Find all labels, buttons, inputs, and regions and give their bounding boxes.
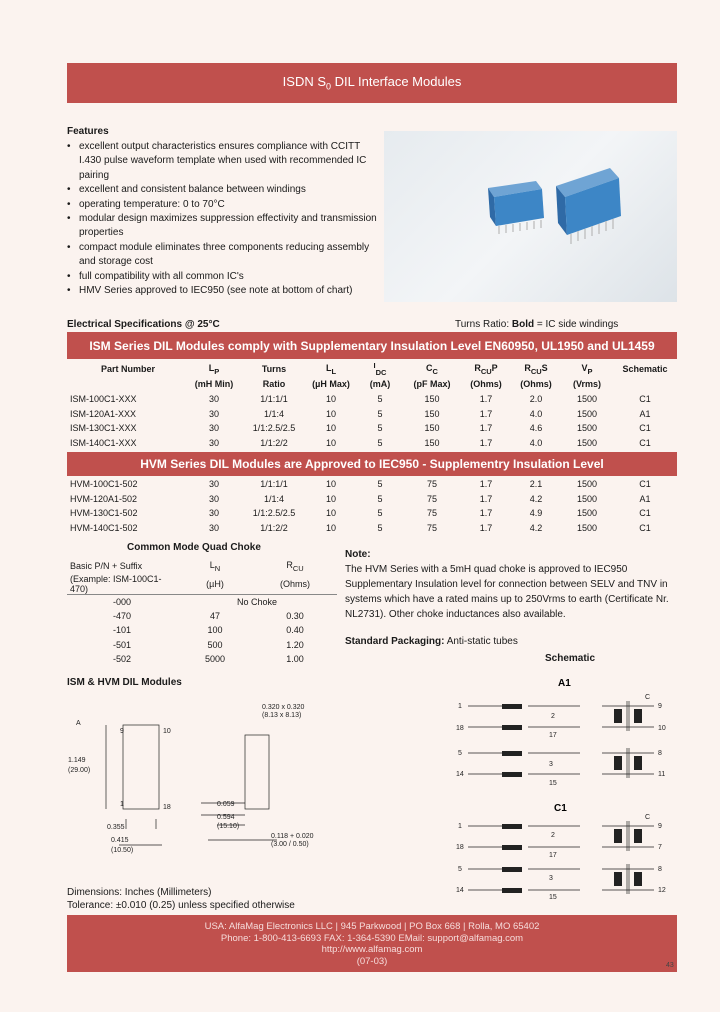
col-header: Schematic <box>622 363 668 374</box>
table-cell: 4.6 <box>529 423 543 434</box>
col-unit: (pF Max) <box>413 379 451 390</box>
table-cell: 100 <box>207 625 223 636</box>
svg-text:C: C <box>645 694 651 701</box>
table-cell: No Choke <box>236 596 278 607</box>
footer-website[interactable]: http://www.alfamag.com <box>321 944 423 955</box>
table-cell: 30 <box>208 394 219 405</box>
table-cell: 4.2 <box>529 493 543 504</box>
table-cell: -470 <box>112 610 131 621</box>
table-row <box>67 492 677 507</box>
table-cell: 1.7 <box>479 493 493 504</box>
col-unit <box>67 377 185 392</box>
features-list <box>67 140 377 298</box>
table-cell: 5 <box>377 437 383 448</box>
choke-units-row <box>67 574 337 595</box>
table-cell: -501 <box>112 639 131 650</box>
table-cell: 10 <box>325 423 336 434</box>
svg-text:9: 9 <box>658 703 662 710</box>
dimensions-line: Dimensions: Inches (Millimeters) <box>67 887 212 898</box>
table-cell: C1 <box>639 394 651 405</box>
table-row <box>67 477 677 492</box>
svg-text:A: A <box>76 720 81 727</box>
col-unit: (mH Min) <box>194 379 234 390</box>
svg-text:0.320 x 0.320: 0.320 x 0.320 <box>262 704 305 711</box>
table-cell: 30 <box>208 479 219 490</box>
col-header: $L_L$ <box>325 362 337 376</box>
table-cell: 5 <box>377 522 383 533</box>
table-cell: 0.40 <box>286 625 304 636</box>
table-cell: 10 <box>325 437 336 448</box>
table-cell: 4.9 <box>529 508 543 519</box>
svg-text:(3.00 / 0.50): (3.00 / 0.50) <box>271 841 309 848</box>
table-row <box>67 506 677 521</box>
schematic-c1-label: C1 <box>554 803 567 814</box>
left-module-image <box>488 181 544 234</box>
table-cell: -502 <box>112 654 131 665</box>
svg-text:14: 14 <box>456 887 464 894</box>
table-cell: 1500 <box>576 394 598 405</box>
table-cell: 1/1:4 <box>263 408 285 419</box>
table-cell: 0.30 <box>286 610 304 621</box>
table-cell: 5 <box>377 479 383 490</box>
svg-text:(10.50): (10.50) <box>111 847 134 854</box>
choke-col-unit: (µH) <box>177 574 253 595</box>
svg-text:1: 1 <box>458 703 462 710</box>
feature-item: • compact module eliminates three components reducing assembly and storage cost <box>67 241 377 270</box>
table-cell: 30 <box>208 508 219 519</box>
table-cell: 1500 <box>576 522 598 533</box>
module-dimension-drawing <box>67 695 337 885</box>
feature-item: • operating temperature: 0 to 70°C <box>67 198 377 212</box>
table-cell: -101 <box>112 625 131 636</box>
choke-rows <box>67 594 337 667</box>
svg-text:8: 8 <box>658 750 662 757</box>
col-header: Part Number <box>101 363 156 374</box>
svg-text:8: 8 <box>658 866 662 873</box>
choke-col-header: Basic P/N + Suffix <box>70 561 143 572</box>
table-cell: 30 <box>208 408 219 419</box>
svg-text:0.059: 0.059 <box>217 801 235 808</box>
choke-title: Common Mode Quad Choke <box>127 542 261 553</box>
svg-text:1.149: 1.149 <box>68 757 86 764</box>
right-module-image <box>556 168 621 244</box>
schematic-a1-label: A1 <box>558 678 571 689</box>
table-cell: HVM-120A1-502 <box>70 493 138 504</box>
table-cell: 150 <box>424 408 440 419</box>
table-cell: 1500 <box>576 508 598 519</box>
svg-text:17: 17 <box>549 852 557 859</box>
table-cell: ISM-100C1-XXX <box>70 394 137 405</box>
table-cell: 1/1:2.5/2.5 <box>252 508 296 519</box>
table-cell: 75 <box>426 493 437 504</box>
table-cell: 5 <box>377 493 383 504</box>
footer-contact[interactable]: Phone: 1-800-413-6693 FAX: 1-364-5390 EMail: support@alfamag.com <box>220 932 524 944</box>
table-cell: 75 <box>426 479 437 490</box>
ism-spec-table <box>67 361 677 450</box>
table-cell: 5 <box>377 394 383 405</box>
col-unit: (Ohms) <box>520 379 552 390</box>
table-cell: 1.7 <box>479 408 493 419</box>
table-cell: 1.20 <box>286 639 304 650</box>
table-cell: 5 <box>377 423 383 434</box>
table-cell: 5 <box>377 408 383 419</box>
note-text: The HVM Series with a 5mH quad choke is approved to IEC950 Supplementary Insulation level for connection between SELV and TNV in systems which have a rated mains up to 250Vrms to earth (Certificate Nr. NL2731). Other choke inductances also available. <box>345 564 669 620</box>
table-cell: 10 <box>325 408 336 419</box>
table-cell: 30 <box>208 423 219 434</box>
col-header: $R_{CU}P$ <box>474 362 498 376</box>
choke-table <box>67 559 337 667</box>
schematic-title: Schematic <box>545 653 596 664</box>
hvm-banner: HVM Series DIL Modules are Approved to IEC950 - Supplementry Insulation Level <box>67 452 677 476</box>
choke-col-header: $L_N$ <box>209 559 221 573</box>
table-cell: 1/1:2.5/2.5 <box>252 423 296 434</box>
table-cell: 4.0 <box>529 437 543 448</box>
table-cell: 30 <box>208 493 219 504</box>
svg-text:9: 9 <box>658 823 662 830</box>
table-cell: 10 <box>325 493 336 504</box>
footer-date: (07-03) <box>356 955 388 967</box>
table-cell: 1500 <box>576 493 598 504</box>
choke-col-unit: (Ohms) <box>253 574 337 595</box>
table-cell: ISM-130C1-XXX <box>70 423 137 434</box>
table-cell: C1 <box>639 522 651 533</box>
svg-text:14: 14 <box>456 771 464 778</box>
page-number: 43 <box>666 962 674 969</box>
table-cell: 5 <box>377 508 383 519</box>
feature-item: • excellent and consistent balance between windings <box>67 183 377 197</box>
table-cell: 150 <box>424 423 440 434</box>
table-row <box>67 435 677 450</box>
svg-text:12: 12 <box>658 887 666 894</box>
svg-text:0.118 + 0.020: 0.118 + 0.020 <box>271 833 314 840</box>
col-header: $V_P$ <box>581 362 593 376</box>
feature-item: • excellent output characteristics ensures compliance with CCITT I.430 pulse waveform template when used with recommended IC pairing <box>67 140 377 183</box>
schematic-a1 <box>468 701 654 778</box>
table-cell: A1 <box>639 408 651 419</box>
hvm-spec-table <box>67 477 677 535</box>
table-cell: 4.0 <box>529 408 543 419</box>
svg-text:(8.13 x 8.13): (8.13 x 8.13) <box>262 712 302 719</box>
choke-col-unit: (Example: ISM-100C1-470) <box>67 574 177 595</box>
table-cell: 10 <box>325 479 336 490</box>
svg-text:C: C <box>645 814 651 821</box>
svg-text:0.415: 0.415 <box>111 837 129 844</box>
turns-ratio-note: Turns Ratio: Bold = IC side windings <box>455 319 619 330</box>
table-cell: 1500 <box>576 423 598 434</box>
table-cell: 1/1:1/1 <box>260 394 288 405</box>
table-row <box>67 392 677 407</box>
svg-text:1: 1 <box>120 801 124 808</box>
col-unit: (µH Max) <box>312 379 350 390</box>
col-unit: Ratio <box>262 379 286 390</box>
table-cell: 1/1:2/2 <box>260 437 288 448</box>
svg-text:15: 15 <box>549 894 557 901</box>
table-row <box>67 623 337 638</box>
table-cell: 30 <box>208 522 219 533</box>
product-photo <box>384 131 677 302</box>
table-cell: C1 <box>639 437 651 448</box>
choke-col-header: $R_{CU}$ <box>286 559 304 573</box>
tolerance-line: Tolerance: ±0.010 (0.25) unless specified otherwise <box>67 900 295 911</box>
table-cell: 1/1:2/2 <box>260 522 288 533</box>
svg-text:10: 10 <box>163 728 171 735</box>
table-cell: 1.7 <box>479 522 493 533</box>
table-cell: ISM-140C1-XXX <box>70 437 137 448</box>
table-cell: 1.00 <box>286 654 304 665</box>
spec-title: Electrical Specifications @ 25°C <box>67 319 220 330</box>
ism-banner: ISM Series DIL Modules comply with Supplementary Insulation Level EN60950, UL1950 and UL1459 <box>67 332 677 359</box>
feature-item: • HMV Series approved to IEC950 (see note at bottom of chart) <box>67 284 377 298</box>
table-cell: -000 <box>112 596 131 607</box>
table-cell: A1 <box>639 493 651 504</box>
table-row <box>67 521 677 536</box>
svg-text:5: 5 <box>458 866 462 873</box>
svg-text:18: 18 <box>456 844 464 851</box>
col-header: Turns <box>261 363 287 374</box>
table-cell: HVM-130C1-502 <box>70 508 138 519</box>
col-unit <box>613 377 677 392</box>
table-cell: 2.1 <box>529 479 543 490</box>
svg-text:(15.10): (15.10) <box>217 823 240 830</box>
schematic-c1-cores <box>502 824 642 893</box>
table-cell: 10 <box>325 508 336 519</box>
table-cell: 75 <box>426 508 437 519</box>
col-header: $C_C$ <box>426 362 438 376</box>
table-cell: 1.7 <box>479 437 493 448</box>
dimensions-note <box>67 886 295 912</box>
table-cell: 150 <box>424 394 440 405</box>
table-cell: 30 <box>208 437 219 448</box>
table-row <box>67 421 677 436</box>
col-header: $^I_{DC}$ <box>373 361 387 377</box>
table-cell: 1/1:4 <box>263 493 285 504</box>
standard-packaging: Standard Packaging: Anti-static tubes <box>345 636 518 647</box>
table-cell: 10 <box>325 394 336 405</box>
note-title: Note: <box>345 549 371 560</box>
footer-address: USA: AlfaMag Electronics LLC | 945 Parkwood | PO Box 668 | Rolla, MO 65402 <box>204 921 540 932</box>
feature-item: • full compatibility with all common IC's <box>67 270 377 284</box>
col-unit: (Ohms) <box>470 379 502 390</box>
table-cell: 1500 <box>576 479 598 490</box>
table-cell: 1.7 <box>479 394 493 405</box>
table-cell: C1 <box>639 479 651 490</box>
svg-text:5: 5 <box>458 750 462 757</box>
svg-text:18: 18 <box>456 725 464 732</box>
table-cell: C1 <box>639 508 651 519</box>
choke-header-row <box>67 559 337 574</box>
svg-text:3: 3 <box>549 875 553 882</box>
table-cell: HVM-140C1-502 <box>70 522 138 533</box>
table-cell: 1.7 <box>479 508 493 519</box>
modules-title: ISM & HVM DIL Modules <box>67 677 182 688</box>
schematic-a1-cores <box>502 704 642 777</box>
svg-text:15: 15 <box>549 780 557 787</box>
col-header: $L_P$ <box>208 362 220 376</box>
table-cell: 5000 <box>204 654 226 665</box>
table-cell: 1.7 <box>479 423 493 434</box>
ism-rows <box>67 392 677 450</box>
table-cell: 75 <box>426 522 437 533</box>
table-row <box>67 406 677 421</box>
svg-text:3: 3 <box>549 761 553 768</box>
svg-text:17: 17 <box>549 732 557 739</box>
col-header: $R_{CU}S$ <box>524 362 548 376</box>
module-photo-illustration <box>384 131 677 302</box>
table-cell: 1500 <box>576 408 598 419</box>
svg-text:2: 2 <box>551 713 555 720</box>
svg-text:7: 7 <box>658 844 662 851</box>
schematic-c1 <box>468 821 654 894</box>
svg-text:0.355: 0.355 <box>107 824 125 831</box>
table-cell: 1500 <box>576 437 598 448</box>
table-cell: 1.7 <box>479 479 493 490</box>
spec-header-row <box>67 361 677 377</box>
table-cell: 4.2 <box>529 522 543 533</box>
table-cell: HVM-100C1-502 <box>70 479 138 490</box>
page-title-banner <box>67 63 677 103</box>
svg-text:1: 1 <box>458 823 462 830</box>
table-row <box>67 638 337 653</box>
col-unit: (Vrms) <box>572 379 601 390</box>
table-cell: 500 <box>207 639 223 650</box>
page-title: ISDN $S_0$ DIL Interface Modules <box>282 74 462 92</box>
table-cell: 10 <box>325 522 336 533</box>
spec-units-row <box>67 377 677 392</box>
table-row <box>67 609 337 624</box>
svg-text:2: 2 <box>551 832 555 839</box>
table-cell: 150 <box>424 437 440 448</box>
svg-text:0.594: 0.594 <box>217 814 235 821</box>
svg-text:(29.00): (29.00) <box>68 767 91 774</box>
col-unit: (mA) <box>369 379 391 390</box>
svg-text:18: 18 <box>163 804 171 811</box>
features-title: Features <box>67 126 109 137</box>
svg-text:11: 11 <box>658 771 666 778</box>
table-cell: 1/1:1/1 <box>260 479 288 490</box>
table-cell: 2.0 <box>529 394 543 405</box>
schematic-diagrams <box>440 673 680 903</box>
table-cell: 47 <box>209 610 220 621</box>
table-cell: ISM-120A1-XXX <box>70 408 137 419</box>
svg-text:9: 9 <box>120 728 124 735</box>
table-row <box>67 652 337 667</box>
feature-item: • modular design maximizes suppression effectivity and transmission properties <box>67 212 377 241</box>
footer <box>67 915 677 972</box>
svg-text:10: 10 <box>658 725 666 732</box>
hvm-rows <box>67 477 677 535</box>
table-cell: C1 <box>639 423 651 434</box>
table-row <box>67 594 337 609</box>
